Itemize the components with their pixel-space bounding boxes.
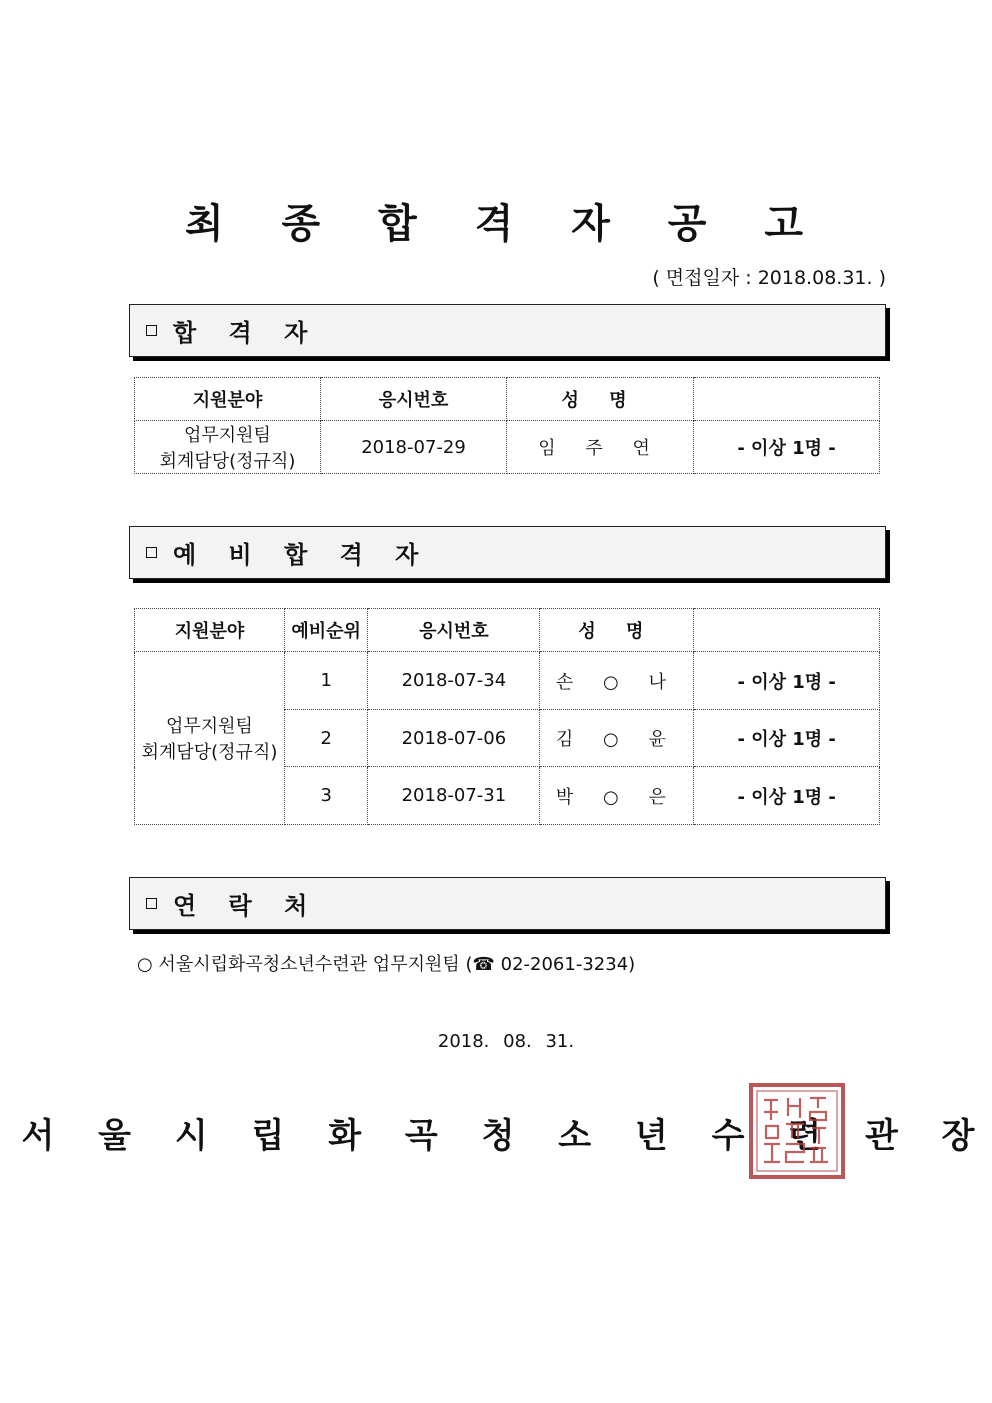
name-cell: 임 주 연 <box>507 421 694 474</box>
contact-info: ○ 서울시립화곡청소년수련관 업무지원팀 (☎ 02-2061-3234) <box>137 954 636 975</box>
header-note <box>694 378 880 421</box>
field-line2: 회계담당(정규직) <box>159 451 296 472</box>
header-name: 성 명 <box>540 609 694 652</box>
rank-cell: 1 <box>284 652 367 710</box>
passers-table <box>134 377 880 474</box>
reserve-table <box>134 608 880 825</box>
section-title: 예 비 합 격 자 <box>173 541 431 569</box>
name-cell: 손 ○ 나 <box>540 652 694 710</box>
table-header-row <box>135 609 880 652</box>
number-cell: 2018-07-31 <box>368 767 540 825</box>
field-line2: 회계담당(정규직) <box>141 742 278 763</box>
number-cell: 2018-07-06 <box>368 710 540 767</box>
header-field: 지원분야 <box>135 609 285 652</box>
square-bullet-icon <box>146 898 157 909</box>
number-cell: 2018-07-34 <box>368 652 540 710</box>
official-seal-icon <box>748 1082 846 1180</box>
number-cell: 2018-07-29 <box>320 421 506 474</box>
note-cell: - 이상 1명 - <box>694 710 880 767</box>
square-bullet-icon <box>146 325 157 336</box>
field-line1: 업무지원팀 <box>166 716 253 737</box>
page-title: 최 종 합 격 자 공 고 <box>184 201 826 247</box>
square-bullet-icon <box>146 547 157 558</box>
field-cell <box>135 652 285 825</box>
header-rank: 예비순위 <box>284 609 367 652</box>
header-field: 지원분야 <box>135 378 321 421</box>
table-row <box>135 652 880 710</box>
rank-cell: 3 <box>284 767 367 825</box>
note-cell: - 이상 1명 - <box>694 767 880 825</box>
rank-cell: 2 <box>284 710 367 767</box>
section-header-passers <box>129 304 886 357</box>
organization-signature: 서 울 시 립 화 곡 청 소 년 수 련 관 장 <box>21 1116 991 1156</box>
name-cell: 김 ○ 윤 <box>540 710 694 767</box>
section-header-reserve <box>129 526 886 579</box>
note-cell: - 이상 1명 - <box>694 421 880 474</box>
header-number: 응시번호 <box>368 609 540 652</box>
field-line1: 업무지원팀 <box>184 425 271 446</box>
interview-date: ( 면접일자 : 2018.08.31. ) <box>652 267 886 289</box>
header-name: 성 명 <box>507 378 694 421</box>
table-row <box>135 421 880 474</box>
issue-date: 2018. 08. 31. <box>437 1031 575 1052</box>
header-note <box>694 609 880 652</box>
header-number: 응시번호 <box>320 378 506 421</box>
section-header-contact <box>129 877 886 930</box>
section-title: 연 락 처 <box>173 892 320 920</box>
name-cell: 박 ○ 은 <box>540 767 694 825</box>
table-header-row <box>135 378 880 421</box>
section-title: 합 격 자 <box>173 319 320 347</box>
note-cell: - 이상 1명 - <box>694 652 880 710</box>
field-cell <box>135 421 321 474</box>
